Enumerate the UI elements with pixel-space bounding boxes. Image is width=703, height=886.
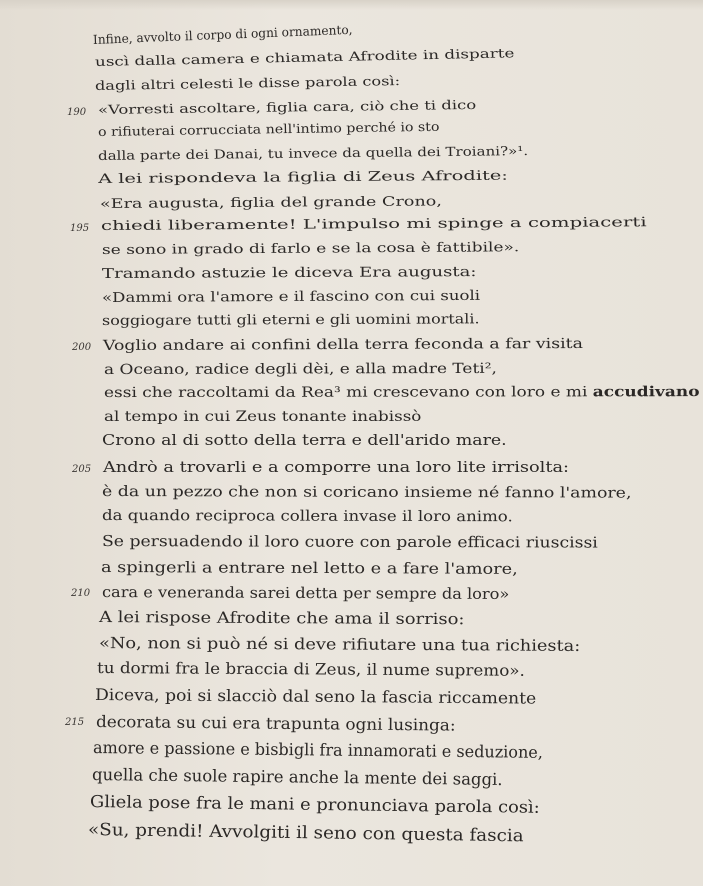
verse-line: A lei rispondeva la figlia di Zeus Afrodite: [97, 168, 509, 187]
verse-line: Andrò a trovarli e a comporre una loro lite irrisolta: [103, 460, 570, 476]
verse-line: Tramando astuzie le diceva Era augusta: [101, 264, 477, 282]
verse-line: decorata su cui era trapunta ogni lusinga: [95, 712, 456, 735]
verse-line: tu dormi fra le braccia di Zeus, il nume supremo». [96, 659, 525, 680]
page-top-edge [0, 0, 703, 10]
verse-line: soggiogare tutti gli eterni e gli uomini mortali. [101, 311, 480, 329]
verse-line: uscì dalla camera e chiamata Afrodite in disparte [94, 45, 515, 69]
verse-line: A lei rispose Afrodite che ama il sorriso: [98, 608, 465, 629]
verse-line: dagli altri celesti le disse parola così: [94, 73, 401, 93]
verse-number: 210 [71, 588, 91, 599]
verse-number: 200 [72, 342, 92, 353]
verse-line: dalla parte dei Danai, tu invece da quella dei Troiani?»¹. [97, 143, 529, 163]
verse-line: Se persuadendo il loro cuore con parole efficaci riuscissi [101, 532, 598, 552]
verse-line: a Oceano, radice degli dèi, e alla madre Teti², [103, 360, 497, 378]
verse-line: «Su, prendi! Avvolgiti il seno con questa fascia [87, 820, 524, 847]
verse-line: Crono al di sotto della terra e dell'arido mare. [102, 433, 507, 449]
verse-number: 205 [72, 464, 92, 475]
verse-line: amore e passione e bisbigli fra innamorati e seduzione, [92, 738, 544, 762]
verse-line: «No, non si può né si deve rifiutare una tua richiesta: [98, 634, 581, 655]
verse-line: essi che raccoltami da Rea³ mi crescevano con loro e mi accudivano [103, 384, 700, 401]
verse-line: da quando reciproca collera invase il loro animo. [101, 508, 513, 526]
verse-line: o rifiuterai corrucciata nell'intimo perché io sto [97, 118, 440, 139]
verse-number: 195 [70, 223, 90, 234]
bold-word: accudivano [592, 384, 700, 401]
verse-line: al tempo in cui Zeus tonante inabissò [104, 409, 422, 425]
verse-line: se sono in grado di farlo e se la cosa è fattibile». [101, 240, 520, 258]
verse-number: 190 [67, 107, 87, 118]
verse-line: a spingerli a entrare nel letto e a fare l'amore, [100, 558, 518, 578]
verse-line: cara e veneranda sarei detta per sempre da loro» [101, 583, 510, 603]
verse-line: «Dammi ora l'amore e il fascino con cui suoli [101, 287, 481, 306]
verse-line: «Era augusta, figlia del grande Crono, [99, 194, 442, 212]
verse-line: chiedi liberamente! L'impulso mi spinge a compiacerti [100, 215, 647, 234]
verse-line: Voglio andare ai confini della terra feconda a far visita [102, 335, 584, 354]
verse-line: «Vorresti ascoltare, figlia cara, ciò che ti dico [97, 96, 477, 117]
verse-line: è da un pezzo che non si coricano insieme né fanno l'amore, [101, 484, 632, 502]
verse-number: 215 [65, 717, 85, 728]
verse-line: Diceva, poi si slacciò dal seno la fascia riccamente [94, 685, 537, 708]
verse-line: quella che suole rapire anche la mente dei saggi. [91, 765, 503, 790]
verse-line: Infine, avvolto il corpo di ogni ornamento, [92, 21, 353, 47]
verse-line: Gliela pose fra le mani e pronunciava parola così: [89, 792, 540, 817]
